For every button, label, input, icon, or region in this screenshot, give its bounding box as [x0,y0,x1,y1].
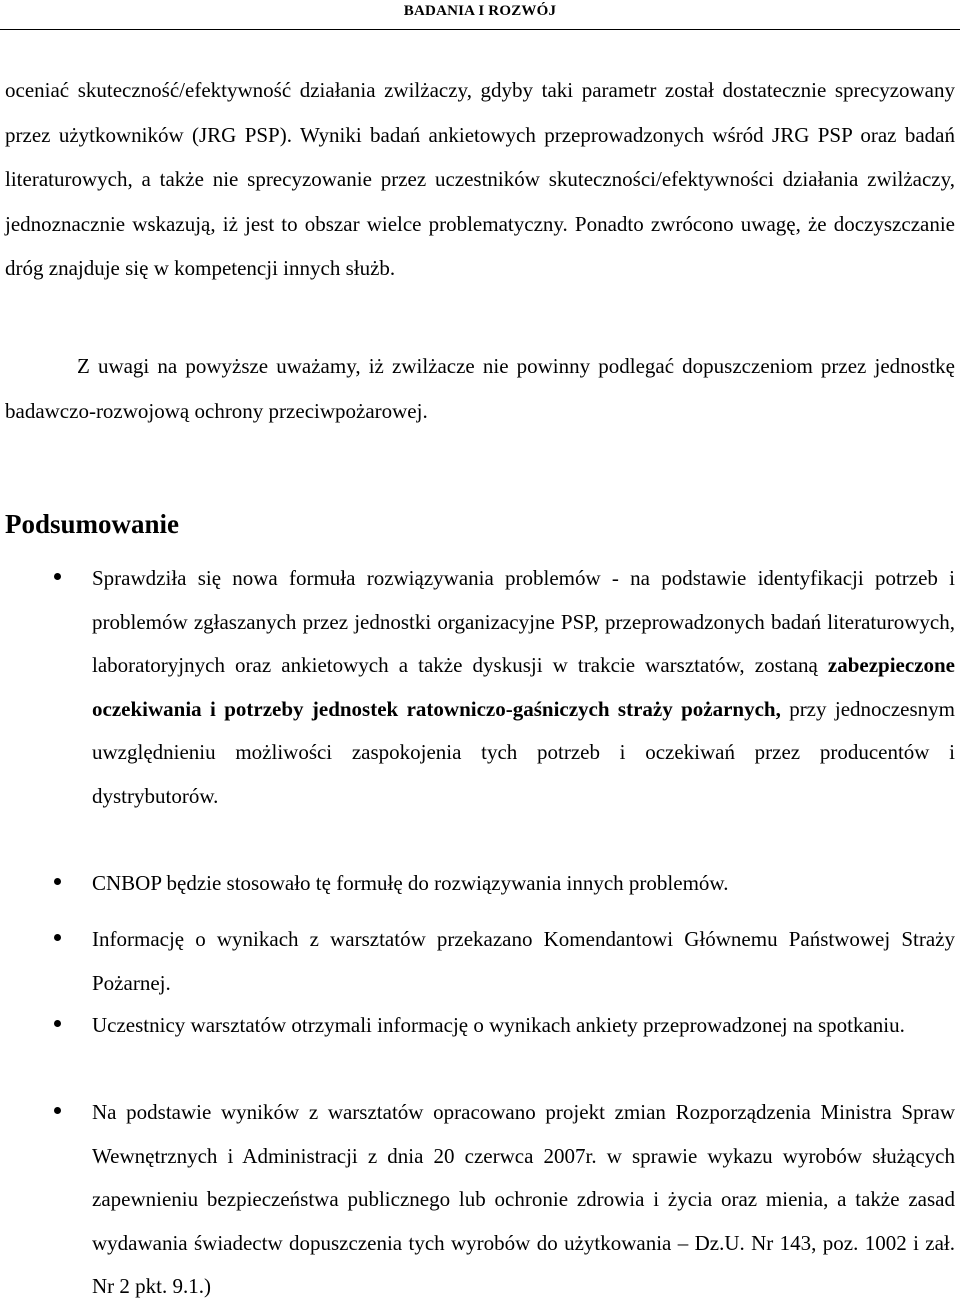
body-paragraph-1: oceniać skuteczność/efektywność działania zwilżaczy, gdyby taki parametr został dostatecznie sprecyzowany przez użytkowników (JRG PSP). Wyniki badań ankietowych przeprowadzonych wśród JRG PSP oraz badań literaturowych, a także nie sprecyzowanie przez uczestników skuteczności/efektywności działania zwilżaczy, jednoznacznie wskazują, iż jest to obszar wielce problematyczny. Ponadto zwrócono uwagę, że doczyszczanie dróg znajduje się w kompetencji innych służb. [5,78,955,280]
summary-bullet-5 [92,1091,955,1309]
bullet-1-text-end: przy jednoczesnym uwzględnieniu możliwości zaspokojenia tych potrzeb i oczekiwań przez producentów i dystrybutorów. [92,696,955,808]
bullet-5-text: Na podstawie wyników z warsztatów opracowano projekt zmian Rozporządzenia Ministra Spraw Wewnętrznych i Administracji z dnia 20 czerwca 2007r. w sprawie wykazu wyrobów służących zapewnieniu bezpieczeństwa publicznego lub ochronie zdrowia i życia oraz mienia, a także zasad wydawania świadectw dopuszczenia tych wyrobów do użytkowania – Dz.U. Nr 143, poz. 1002 i zał. Nr 2 pkt. 9.1.) [92,1100,955,1299]
body-paragraph-2: Z uwagi na powyższe uważamy, iż zwilżacze nie powinny podlegać dopuszczeniom przez jednostkę badawczo-rozwojową ochrony przeciwpożarowej. [5,354,955,423]
bullet-dot-icon [54,934,61,941]
summary-bullet-1 [92,557,955,819]
bullet-4-text: Uczestnicy warsztatów otrzymali informację o wynikach ankiety przeprowadzonej na spotkaniu. [92,1013,905,1037]
running-header: BADANIA I ROZWÓJ [403,3,557,19]
bullet-3-text: Informację o wynikach z warsztatów przekazano Komendantowi Głównemu Państwowej Straży Pożarnej. [92,927,955,995]
summary-bullet-3 [92,918,955,1005]
bullet-1-text-start: Sprawdziła się nowa formuła rozwiązywania problemów - na podstawie identyfikacji potrzeb i problemów zgłaszanych przez jednostki organizacyjne PSP, przeprowadzonych badań literaturowych, laboratoryjnych oraz ankietowych a także dyskusji w trakcie warsztatów, zostaną [92,566,955,678]
summary-bullet-4 [92,1004,955,1048]
summary-bullet-2 [92,862,955,906]
bullet-dot-icon [54,1020,61,1027]
header-divider [0,29,960,30]
bullet-dot-icon [54,878,61,885]
section-heading-summary: Podsumowanie [5,509,180,539]
bullet-2-text: CNBOP będzie stosowało tę formułę do rozwiązywania innych problemów. [92,871,729,895]
bullet-dot-icon [54,573,61,580]
bullet-1-text-bold: zabezpieczone oczekiwania i potrzeby jednostek ratowniczo-gaśniczych straży pożarnych, [92,653,955,721]
bullet-dot-icon [54,1107,61,1114]
